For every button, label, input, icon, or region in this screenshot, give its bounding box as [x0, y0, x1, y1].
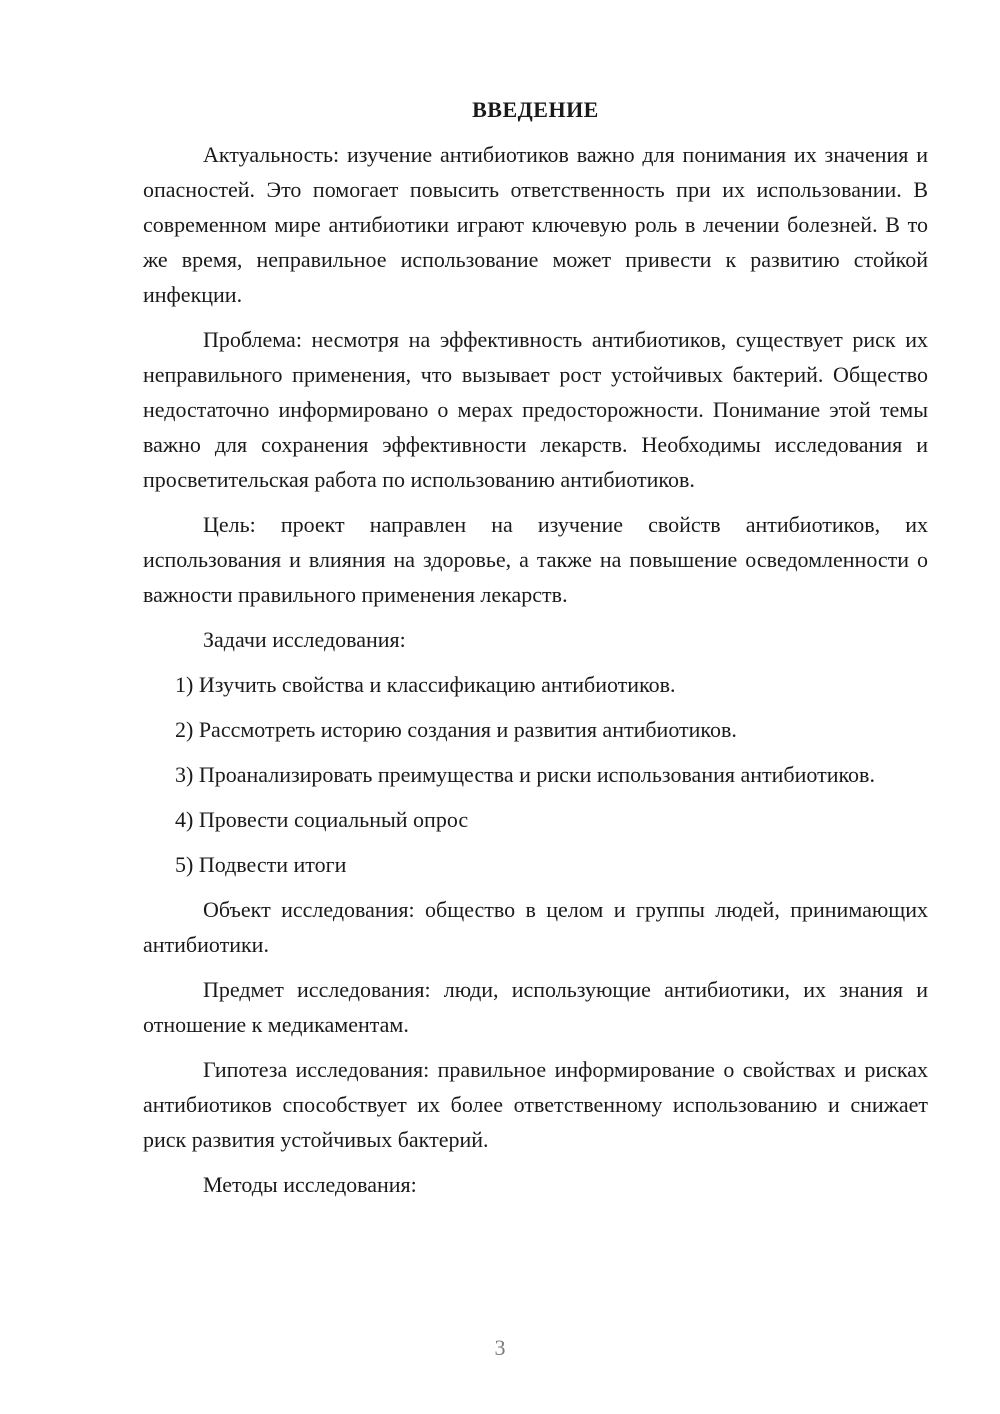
list-item: 1) Изучить свойства и классификацию антибиотиков.: [175, 672, 676, 697]
tasks-list: [143, 667, 928, 882]
paragraph-subject: Предмет исследования: люди, использующие антибиотики, их знания и отношение к медикаментам.: [143, 977, 928, 1037]
document-page: [143, 95, 928, 1212]
list-item: 2) Рассмотреть историю создания и развития антибиотиков.: [175, 717, 737, 742]
list-item: 3) Проанализировать преимущества и риски использования антибиотиков.: [175, 762, 875, 787]
list-item: 4) Провести социальный опрос: [175, 807, 469, 832]
paragraph-methods: Методы исследования:: [203, 1172, 417, 1197]
paragraph-hypothesis: Гипотеза исследования: правильное информирование о свойствах и рисках антибиотиков способствует их более ответственному использованию и снижает риск развития устойчивых бактерий.: [143, 1057, 928, 1152]
section-title: ВВЕДЕНИЕ: [472, 97, 599, 122]
list-item: 5) Подвести итоги: [175, 852, 347, 877]
paragraph-problem: Проблема: несмотря на эффективность антибиотиков, существует риск их неправильного применения, что вызывает рост устойчивых бактерий. Общество недостаточно информировано о мерах предосторожности. Понимание этой темы важно для сохранения эффективности лекарств. Необходимы исследования и просветительская работа по использованию антибиотиков.: [143, 327, 928, 492]
paragraph-object: Объект исследования: общество в целом и группы людей, принимающих антибиотики.: [143, 897, 928, 957]
paragraph-relevance: Актуальность: изучение антибиотиков важно для понимания их значения и опасностей. Это помогает повысить ответственность при их использовании. В современном мире антибиотики играют ключевую роль в лечении болезней. В то же время, неправильное использование может привести к развитию стойкой инфекции.: [143, 142, 928, 307]
paragraph-goal: Цель: проект направлен на изучение свойств антибиотиков, их использования и влияния на здоровье, а также на повышение осведомленности о важности правильного применения лекарств.: [143, 512, 928, 607]
page-number: 3: [494, 1335, 506, 1360]
paragraph-tasks-heading: Задачи исследования:: [203, 627, 406, 652]
